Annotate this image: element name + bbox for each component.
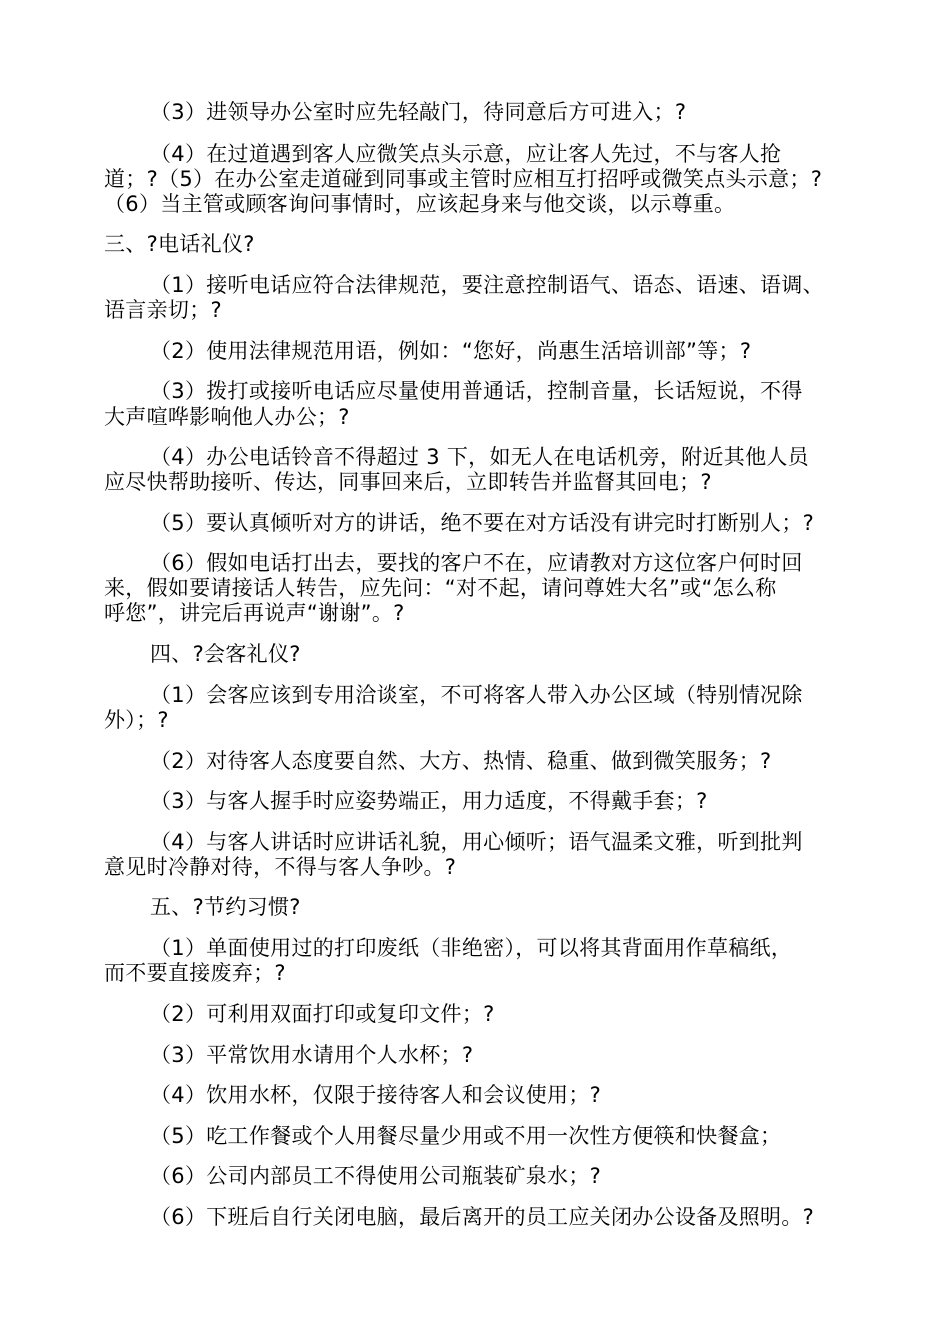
text-line: （3）平常饮用水请用个人水杯；? — [150, 1043, 474, 1067]
text-line: （6）假如电话打出去，要找的客户不在，应请教对方这位客户何时回 — [150, 551, 803, 575]
text-line: 道；?（5）在办公室走道碰到同事或主管时应相互打招呼或微笑点头示意；? — [104, 167, 823, 191]
text-line: 来，假如要请接话人转告，应先问：“对不起，请问尊姓大名”或“怎么称 — [104, 576, 777, 600]
section-heading: 五、?节约习惯? — [150, 895, 301, 919]
text-line: 而不要直接废弃；? — [104, 961, 286, 985]
text-line: （1）单面使用过的打印废纸（非绝密），可以将其背面用作草稿纸， — [150, 936, 793, 960]
section-heading: 三、?电话礼仪? — [104, 232, 255, 256]
text-line: 语言亲切；? — [104, 298, 222, 322]
text-line: 呼您”，讲完后再说声“谢谢”。? — [104, 601, 405, 625]
text-line: （2）可利用双面打印或复印文件；? — [150, 1002, 495, 1026]
text-line: （3）进领导办公室时应先轻敲门，待同意后方可进入；? — [150, 100, 687, 124]
text-line: 大声喧哗影响他人办公；? — [104, 405, 350, 429]
text-line: （1）接听电话应符合法律规范，要注意控制语气、语态、语速、语调、 — [150, 273, 824, 297]
section-heading: 四、?会客礼仪? — [150, 642, 301, 666]
text-line: 外）；? — [104, 708, 169, 732]
text-line: （5）要认真倾听对方的讲话，绝不要在对方话没有讲完时打断别人；? — [150, 511, 815, 535]
text-line: （1）会客应该到专用洽谈室，不可将客人带入办公区域（特别情况除 — [150, 683, 803, 707]
text-line: （3）与客人握手时应姿势端正，用力适度，不得戴手套；? — [150, 789, 708, 813]
text-line: （4）在过道遇到客人应微笑点头示意，应让客人先过，不与客人抢 — [150, 142, 782, 166]
text-line: （4）办公电话铃音不得超过 3 下，如无人在电话机旁，附近其他人员 — [150, 445, 809, 469]
text-line: （6）公司内部员工不得使用公司瓶装矿泉水；? — [150, 1164, 602, 1188]
text-line: （3）拨打或接听电话应尽量使用普通话，控制音量，长话短说，不得 — [150, 379, 803, 403]
text-line: （6）当主管或顾客询问事情时，应该起身来与他交谈，以示尊重。 — [104, 192, 736, 216]
text-line: 应尽快帮助接听、传达，同事回来后，立即转告并监督其回电；? — [104, 470, 712, 494]
text-line: （2）使用法律规范用语，例如：“您好，尚惠生活培训部”等；? — [150, 339, 752, 363]
text-line: （6）下班后自行关闭电脑，最后离开的员工应关闭办公设备及照明。? — [150, 1205, 815, 1229]
text-line: （4）与客人讲话时应讲话礼貌，用心倾听；语气温柔文雅，听到批判 — [150, 830, 803, 854]
text-line: （4）饮用水杯，仅限于接待客人和会议使用；? — [150, 1083, 602, 1107]
text-line: （2）对待客人态度要自然、大方、热情、稳重、做到微笑服务；? — [150, 749, 772, 773]
text-line: （5）吃工作餐或个人用餐尽量少用或不用一次性方便筷和快餐盒； — [150, 1124, 782, 1148]
text-line: 意见时冷静对待，不得与客人争吵。? — [104, 855, 457, 879]
